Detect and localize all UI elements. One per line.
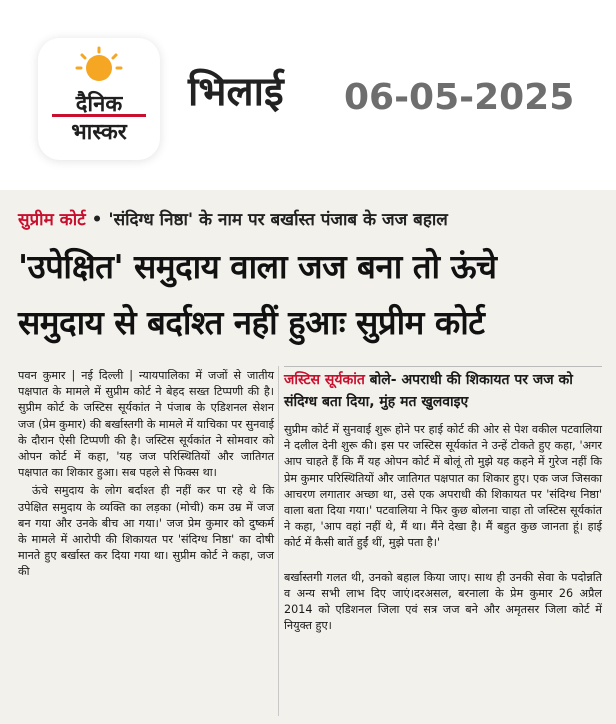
logo-line-2: भास्कर [71, 120, 127, 145]
logo-line-1: दैनिक [75, 92, 123, 117]
article-subhead [284, 366, 602, 413]
header-bar [0, 0, 616, 190]
article-column-right [284, 422, 602, 634]
article-kicker [18, 212, 608, 229]
column-divider [278, 366, 279, 716]
subhead-name: जस्टिस सूर्यकांत [284, 372, 365, 388]
right-paragraph-2: बर्खास्तगी गलत थी, उनको बहाल किया जाए। साथ ही उनकी सेवा के पदोन्नति व अन्य सभी लाभ दिए जाएं।दरअसल, बरनाला के प्रेम कुमार 26 अप्रैल 2014 को एडिशनल जिला एवं सत्र जज बने और अमृतसर जिला कोर्ट में नियुक्त हुए। [284, 570, 602, 633]
left-paragraph-1: पवन कुमार | नई दिल्ली | न्यायपालिका में जजों से जातीय पक्षपात के मामले में सुप्रीम कोर्ट ने बेहद सख्त टिप्पणी की है। सुप्रीम कोर्ट के जस्टिस सूर्यकांत ने पंजाब के एडिशनल सेशन जज (प्रेम कुमार) की बर्खास्तगी के मामले में याचिका पर सुनवाई के दौरान ऐसी टिप्पणी की है। जस्टिस सूर्यकांत ने सोमवार को ओपन कोर्ट में कहा, 'यह जज परिस्थितियों और जातिगत पक्षपात का शिकार हुआ। सब पहले से फिक्स था। [18, 369, 274, 480]
headline-line-2: समुदाय से बर्दाश्त नहीं हुआः सुप्रीम कोर्ट [18, 303, 485, 342]
edition-date: 06-05-2025 [344, 77, 575, 118]
subhead-text: बोले- अपराधी की शिकायत पर जज को संदिग्ध बता दिया, मुंह मत खुलवाइए [284, 372, 573, 410]
dainik-bhaskar-logo [38, 38, 160, 160]
headline-line-1: 'उपेक्षित' समुदाय वाला जज बना तो ऊंचे [18, 247, 497, 286]
left-paragraph-2: ऊंचे समुदाय के लोग बर्दाश्त ही नहीं कर पा रहे थे कि उपेक्षित समुदाय के व्यक्ति का लड़का (मोची) कम उम्र में जज बन गया और उनके बीच आ गया।' जज प्रेम कुमार को दुष्कर्म के मामले में आरोपी की शिकायत पर 'संदिग्ध निष्ठा' का दोषी मानते हुए बर्खास्त कर दिया गया था। सुप्रीम कोर्ट ने कहा, जज की [18, 484, 274, 579]
city-name: भिलाई [188, 69, 284, 115]
kicker-text: • 'संदिग्ध निष्ठा' के नाम पर बर्खास्त पंजाब के जज बहाल [85, 210, 448, 230]
kicker-section: सुप्रीम कोर्ट [18, 210, 86, 230]
right-paragraph-1: सुप्रीम कोर्ट में सुनवाई शुरू होने पर हाई कोर्ट की ओर से पेश वकील पटवालिया ने दलील देनी शुरू की। इस पर जस्टिस सूर्यकांत ने उन्हें टोकते हुए कहा, 'अगर आप चाहते हैं कि मैं यह ओपन कोर्ट में बोलूं तो मुझे यह कहने में गुरेज नहीं कि प्रेम कुमार परिस्थितियों और जातिगत पक्षपात का शिकार हुए। एक जज जिसका आचरण लगातार अच्छा था, उसे एक अपराधी की शिकायत पर 'संदिग्ध निष्ठा' वाला बता दिया गया।' पटवालिया ने फिर कुछ बोलना चाहा तो जस्टिस सूर्यकांत ने कहा, 'आप वहां नहीं थे, मैं था। मैंने देखा है। मैं बहुत कुछ जानता हूं। हाई कोर्ट में कैसी बातें हुईं थीं, मुझे पता है।' [284, 423, 602, 550]
article-column-left [18, 368, 274, 581]
newspaper-clipping [0, 190, 616, 724]
